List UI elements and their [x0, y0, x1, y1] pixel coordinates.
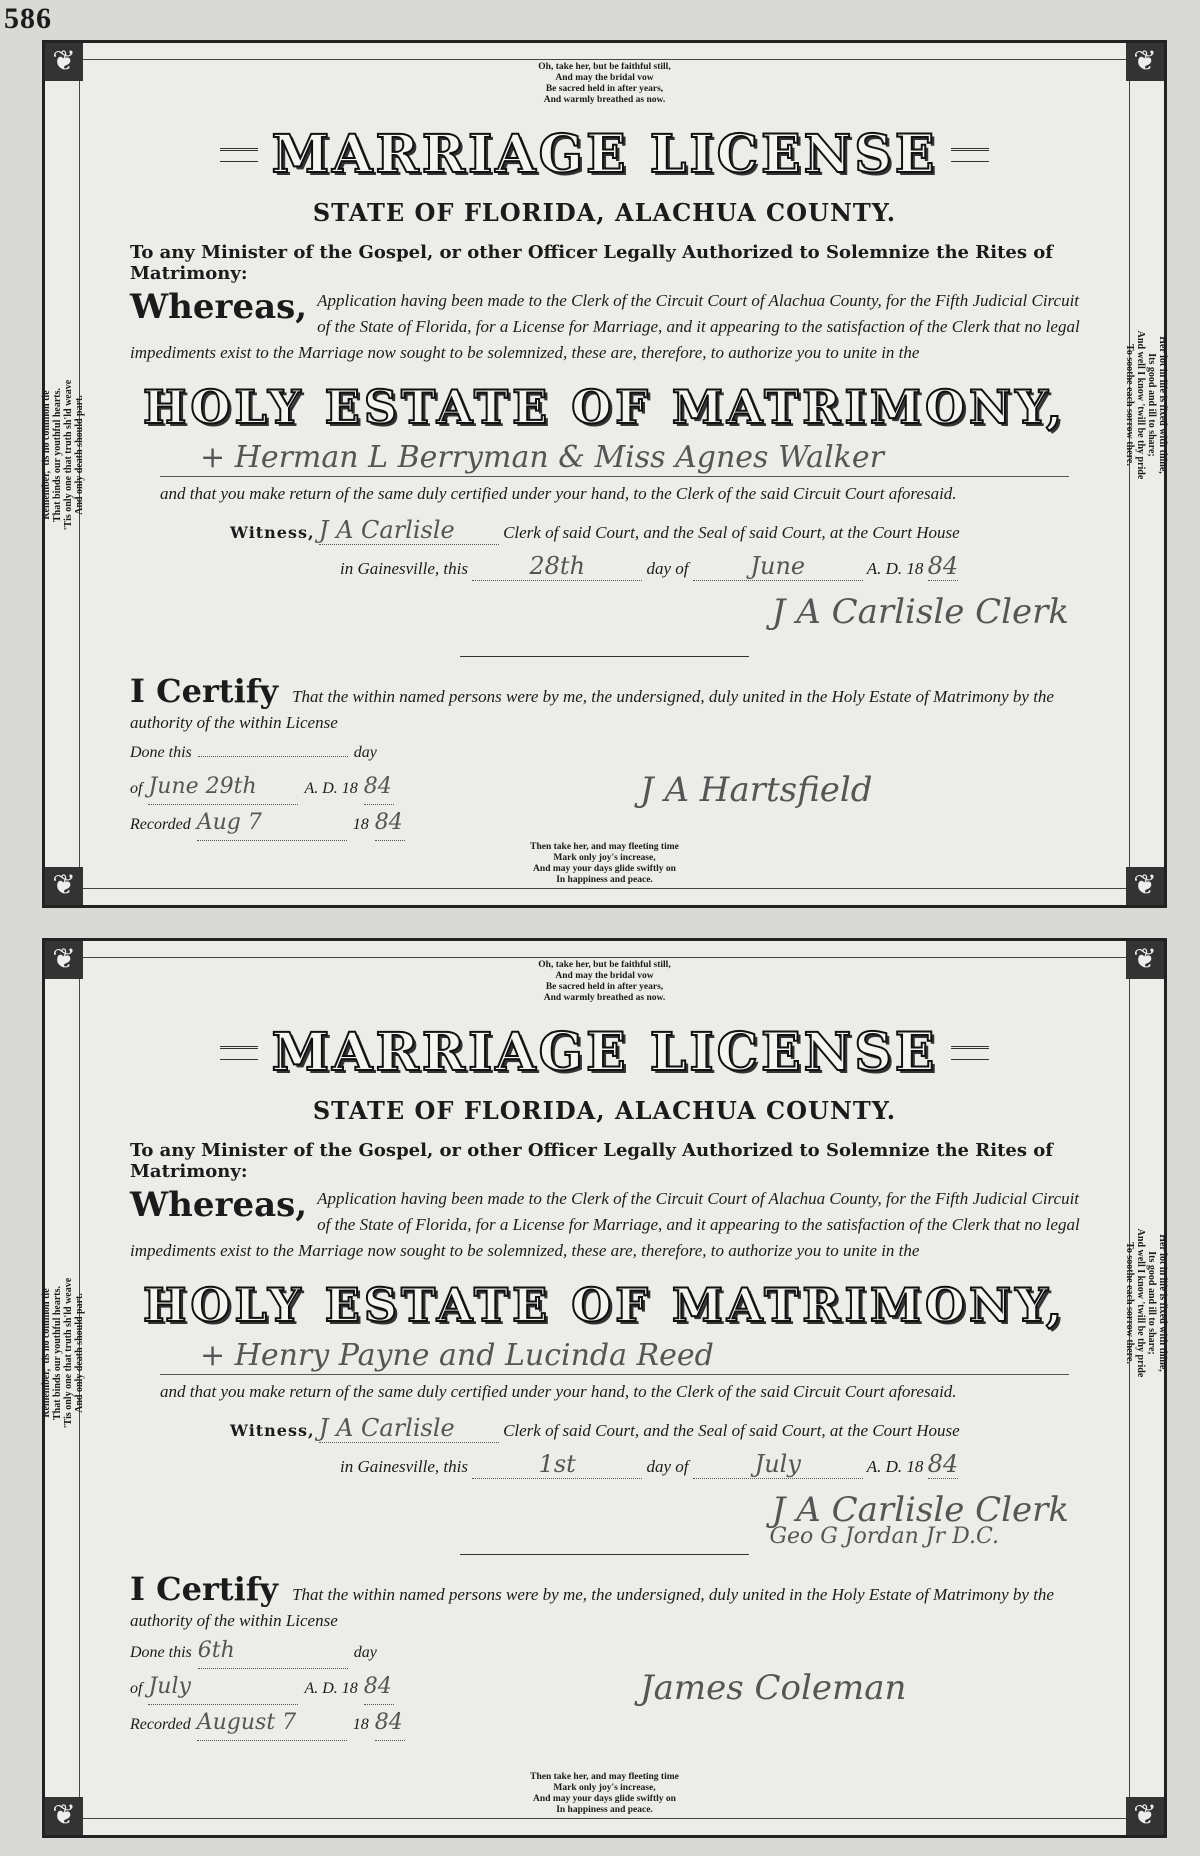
issue-month: July	[693, 1450, 863, 1479]
title-row	[220, 124, 989, 185]
page-number: 586	[4, 2, 52, 35]
verse-top	[80, 62, 1129, 106]
title-ornament-left	[220, 1046, 258, 1060]
verse-line: And may the bridal vow	[555, 971, 654, 981]
couple-names: + Herman L Berryman & Miss Agnes Walker	[160, 440, 1069, 477]
holy-estate-heading: HOLY ESTATE OF MATRIMONY,	[142, 1278, 1067, 1332]
solemnization-dates	[130, 1634, 405, 1742]
issue-date-row	[340, 1450, 1089, 1479]
done-this-label: Done this	[130, 1644, 192, 1661]
title-row	[220, 1022, 989, 1083]
state-county-heading: STATE OF FLORIDA, ALACHUA COUNTY.	[312, 198, 897, 227]
issue-month: June	[693, 552, 863, 581]
recorded-label: Recorded	[130, 816, 191, 833]
issue-day: 28th	[472, 552, 642, 581]
return-text: and that you make return of the same duly certified under your hand, to the Clerk of the said Circuit Court aforesaid.	[160, 484, 957, 503]
side-verse-left: Remember, 'tis no common tie That binds our youthful hearts. 'Tis only one that truth sh'ld weave And only death should part.	[41, 1277, 85, 1429]
license-inner-border	[79, 957, 1130, 1819]
corner-ornament-icon: ❦	[45, 867, 83, 905]
verse-line: In happiness and peace.	[556, 875, 653, 885]
in-gainesville-label: in Gainesville, this	[340, 559, 468, 578]
done-this-line	[130, 1634, 405, 1670]
certify-word: I Certify	[130, 1570, 279, 1608]
day-label: day	[353, 744, 377, 761]
verse-line: And may your days glide swiftly on	[533, 864, 676, 874]
done-day	[198, 756, 348, 757]
certify-word: I Certify	[130, 672, 279, 710]
done-month: June 29th	[148, 770, 298, 805]
officiant-signature: James Coleman	[640, 1668, 907, 1708]
ad-label: A. D. 18	[866, 559, 924, 578]
marriage-license	[42, 40, 1167, 908]
certification-clause	[130, 1570, 1089, 1634]
corner-ornament-icon: ❦	[45, 941, 83, 979]
verse-bottom	[80, 842, 1129, 886]
salutation: To any Minister of the Gospel, or other Officer Legally Authorized to Solemnize the Rites of Matrimony:	[130, 1140, 1053, 1182]
officiant-signature: J A Hartsfield	[640, 770, 873, 810]
witness-row	[230, 516, 1089, 545]
verse-line: And may the bridal vow	[555, 73, 654, 83]
done-month: July	[148, 1670, 298, 1705]
verse-line: Be sacred held in after years,	[545, 982, 664, 992]
certify-text: That the within named persons were by me, the undersigned, duly united in the Holy Estate of Matrimony by the authority of the within License	[130, 1585, 1054, 1630]
corner-ornament-icon: ❦	[1126, 867, 1164, 905]
witness-signature: J A Carlisle	[319, 516, 499, 545]
done-ad-label: A. D. 18	[304, 1680, 358, 1697]
verse-line: Then take her, and may fleeting time	[530, 1772, 679, 1782]
side-verse-right: Her lot in life is fixed with thine, Its good and ill to share; And well I know 'twill be thy pride To soothe each sorrow there.	[1124, 330, 1168, 480]
day-of-label: day of	[646, 1457, 689, 1476]
clerk-signature: J A Carlisle Clerk	[771, 1490, 1069, 1530]
of-label: of	[130, 780, 143, 797]
recorded-label: Recorded	[130, 1716, 191, 1733]
license-title: MARRIAGE LICENSE	[271, 124, 938, 185]
whereas-clause	[130, 288, 1089, 366]
side-verse-left: Remember, 'tis no common tie That binds our youthful hearts. 'Tis only one that truth sh'ld weave And only death should part.	[41, 379, 85, 531]
verse-bottom	[80, 1772, 1129, 1816]
verse-line: Be sacred held in after years,	[545, 84, 664, 94]
clerk-signature: J A Carlisle Clerk	[771, 592, 1069, 632]
day-of-label: day of	[646, 559, 689, 578]
verse-line: Mark only joy's increase,	[553, 1783, 656, 1793]
side-verse-right: Her lot in life is fixed with thine, Its good and ill to share; And well I know 'twill be thy pride To soothe each sorrow there.	[1124, 1228, 1168, 1378]
marriage-license	[42, 938, 1167, 1838]
recorded-line	[130, 806, 405, 842]
done-this-line	[130, 736, 405, 770]
salutation: To any Minister of the Gospel, or other Officer Legally Authorized to Solemnize the Rites of Matrimony:	[130, 242, 1053, 284]
recorded-18-label: 18	[352, 816, 369, 833]
verse-line: Oh, take her, but be faithful still,	[538, 62, 671, 72]
witness-word: Witness,	[230, 1421, 315, 1440]
recorded-line	[130, 1706, 405, 1742]
issue-date-row	[340, 552, 1089, 581]
done-year: 84	[364, 770, 394, 805]
issue-year: 84	[927, 1450, 959, 1478]
witness-signature: J A Carlisle	[319, 1414, 499, 1443]
couple-names: + Henry Payne and Lucinda Reed	[160, 1338, 1069, 1375]
corner-ornament-icon: ❦	[1126, 941, 1164, 979]
witness-word: Witness,	[230, 523, 315, 542]
title-ornament-left	[220, 148, 258, 162]
verse-line: And may your days glide swiftly on	[533, 1794, 676, 1804]
corner-ornament-icon: ❦	[45, 1797, 83, 1835]
done-of-line	[130, 770, 405, 806]
issue-year: 84	[927, 552, 959, 580]
verse-line: And warmly breathed as now.	[543, 993, 666, 1003]
recorded-year: 84	[375, 806, 405, 841]
section-divider	[460, 1554, 749, 1555]
certify-text: That the within named persons were by me, the undersigned, duly united in the Holy Estate of Matrimony by the authority of the within License	[130, 687, 1054, 732]
solemnization-dates	[130, 736, 405, 842]
corner-ornament-icon: ❦	[45, 43, 83, 81]
done-ad-label: A. D. 18	[304, 780, 358, 797]
return-text: and that you make return of the same duly certified under your hand, to the Clerk of the said Circuit Court aforesaid.	[160, 1382, 957, 1401]
certification-clause	[130, 672, 1089, 736]
issue-day: 1st	[472, 1450, 642, 1479]
whereas-clause	[130, 1186, 1089, 1264]
whereas-word: Whereas,	[130, 287, 308, 327]
holy-estate-heading: HOLY ESTATE OF MATRIMONY,	[142, 380, 1067, 434]
day-label: day	[353, 1644, 377, 1661]
verse-line: Then take her, and may fleeting time	[530, 842, 679, 852]
done-day: 6th	[198, 1634, 348, 1669]
corner-ornament-icon: ❦	[1126, 43, 1164, 81]
done-this-label: Done this	[130, 744, 192, 761]
verse-line: And warmly breathed as now.	[543, 95, 666, 105]
verse-line: Mark only joy's increase,	[553, 853, 656, 863]
license-inner-border	[79, 59, 1130, 889]
of-label: of	[130, 1680, 143, 1697]
title-ornament-right	[951, 1046, 989, 1060]
state-county-heading: STATE OF FLORIDA, ALACHUA COUNTY.	[312, 1096, 897, 1125]
done-of-line	[130, 1670, 405, 1706]
witness-text: Clerk of said Court, and the Seal of said Court, at the Court House	[503, 1421, 960, 1440]
whereas-text: Application having been made to the Clerk of the Circuit Court of Alachua County, for the Fifth Judicial Circuit of the State of Florida, for a License for Marriage, and it appearing to the satisfaction of the Clerk that no legal impediments exist to the Marriage now sought to be solemnized, these are, therefore, to authorize you to unite in the	[130, 1189, 1080, 1260]
recorded-date: Aug 7	[197, 806, 347, 841]
whereas-text: Application having been made to the Clerk of the Circuit Court of Alachua County, for the Fifth Judicial Circuit of the State of Florida, for a License for Marriage, and it appearing to the satisfaction of the Clerk that no legal impediments exist to the Marriage now sought to be solemnized, these are, therefore, to authorize you to unite in the	[130, 291, 1080, 362]
done-year: 84	[364, 1670, 394, 1705]
recorded-18-label: 18	[352, 1716, 369, 1733]
license-title: MARRIAGE LICENSE	[271, 1022, 938, 1083]
in-gainesville-label: in Gainesville, this	[340, 1457, 468, 1476]
witness-row	[230, 1414, 1089, 1443]
section-divider	[460, 656, 749, 657]
corner-ornament-icon: ❦	[1126, 1797, 1164, 1835]
whereas-word: Whereas,	[130, 1185, 308, 1225]
ad-label: A. D. 18	[866, 1457, 924, 1476]
verse-top	[80, 960, 1129, 1004]
deputy-clerk-signature: Geo G Jordan Jr D.C.	[769, 1524, 999, 1549]
verse-line: In happiness and peace.	[556, 1805, 653, 1815]
witness-text: Clerk of said Court, and the Seal of said Court, at the Court House	[503, 523, 960, 542]
recorded-year: 84	[375, 1706, 405, 1741]
verse-line: Oh, take her, but be faithful still,	[538, 960, 671, 970]
recorded-date: August 7	[197, 1706, 347, 1741]
title-ornament-right	[951, 148, 989, 162]
